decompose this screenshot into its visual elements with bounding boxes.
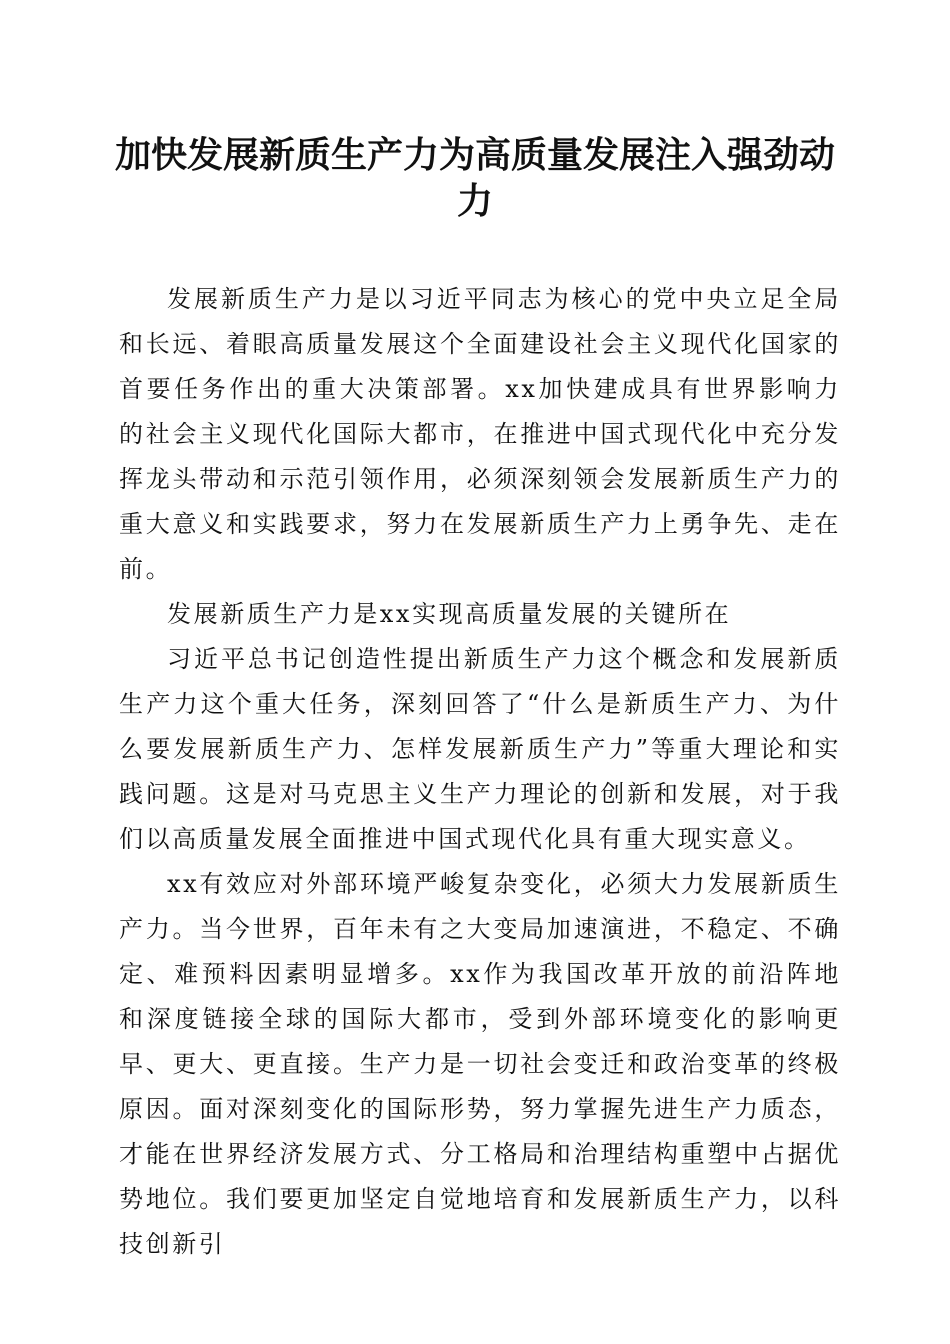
paragraph-subheading: 发展新质生产力是xx实现高质量发展的关键所在 (167, 600, 732, 628)
paragraph-intro: 发展新质生产力是以习近平同志为核心的党中央立足全局和长远、着眼高质量发展这个全面建设社会主义现代化国家的首要任务作出的重大决策部署。xx加快建成具有世界影响力的社会主义现代化国际大都市，在推进中国式现代化中充分发挥龙头带动和示范引领作用，必须深刻领会发展新质生产力的重大意义和实践要求，努力在发展新质生产力上勇争先、走在前。 (119, 285, 841, 583)
document-title: 加快发展新质生产力为高质量发展注入强劲动力 (114, 134, 835, 222)
paragraph-theory: 习近平总书记创造性提出新质生产力这个概念和发展新质生产力这个重大任务，深刻回答了“什么是新质生产力、为什么要发展新质生产力、怎样发展新质生产力”等重大理论和实践问题。这是对马克思主义生产力理论的创新和发展，对于我们以高质量发展全面推进中国式现代化具有重大现实意义。 (119, 645, 841, 853)
paragraph-external-environment: xx有效应对外部环境严峻复杂变化，必须大力发展新质生产力。当今世界，百年未有之大变局加速演进，不稳定、不确定、难预料因素明显增多。xx作为我国改革开放的前沿阵地和深度链接全球的国际大都市，受到外部环境变化的影响更早、更大、更直接。生产力是一切社会变迁和政治变革的终极原因。面对深刻变化的国际形势，努力掌握先进生产力质态，才能在世界经济发展方式、分工格局和治理结构重塑中占据优势地位。我们要更加坚定自觉地培育和发展新质生产力，以科技创新引 (119, 870, 841, 1258)
document-body (119, 277, 841, 1267)
